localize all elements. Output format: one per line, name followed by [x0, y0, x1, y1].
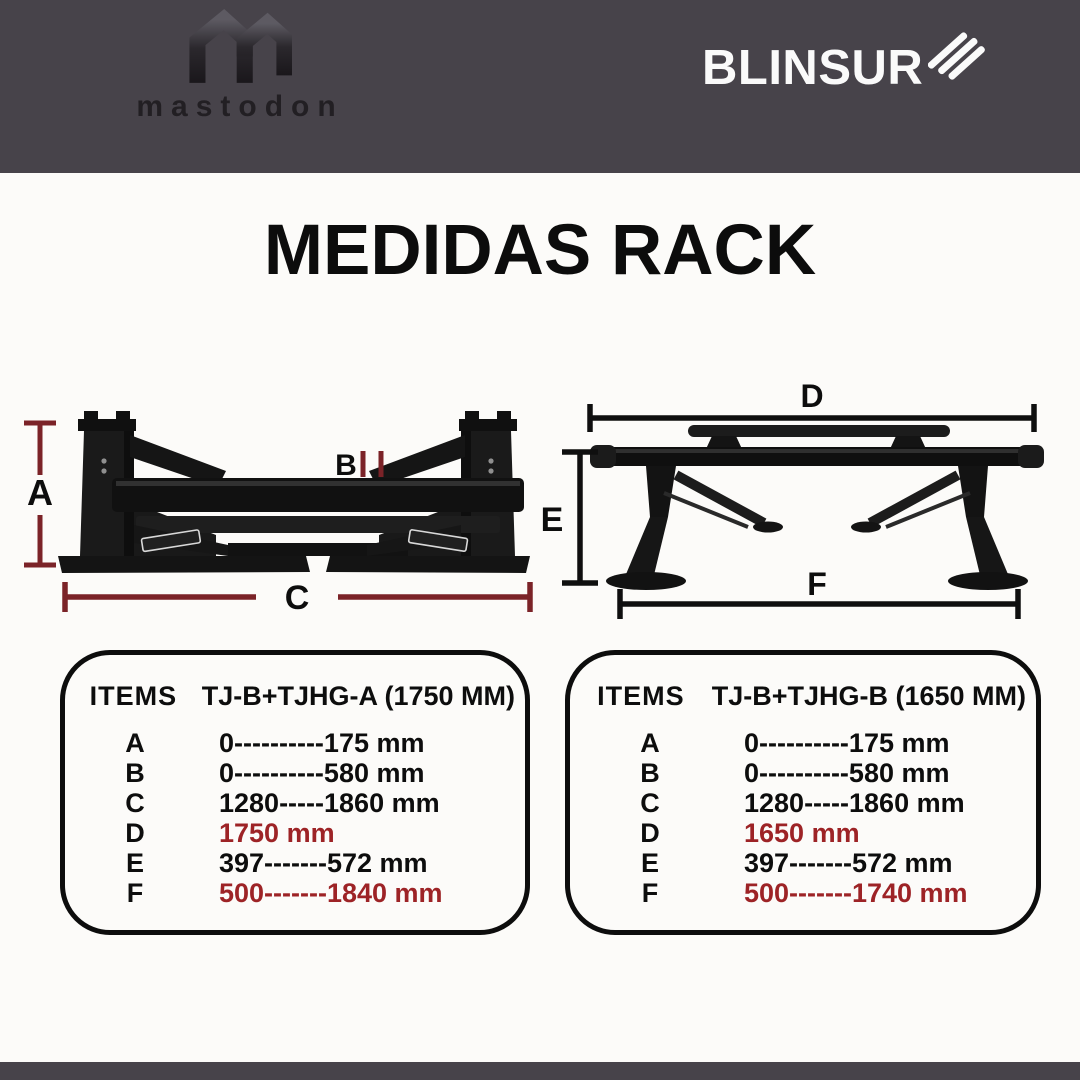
row-item: B: [125, 757, 145, 788]
table-row: [570, 848, 1036, 878]
table-row: [570, 818, 1036, 848]
footer-bar: [0, 1062, 1080, 1080]
row-value: 1280-----1860 mm: [219, 787, 440, 818]
dim-label-d: D: [800, 378, 824, 414]
row-value: 397-------572 mm: [744, 847, 953, 878]
row-item: F: [126, 877, 144, 908]
dim-label-a: A: [27, 472, 53, 513]
blinsur-brand: [702, 40, 1002, 104]
table-row: [65, 848, 525, 878]
table-row: [570, 788, 1036, 818]
dim-label-c: C: [284, 579, 310, 617]
model-header: TJ-B+TJHG-A (1750 MM): [201, 681, 515, 711]
row-value: 0----------175 mm: [744, 727, 950, 758]
items-header: ITEMS: [89, 681, 178, 711]
row-item: A: [640, 727, 660, 758]
spec-table-model-a: [60, 650, 530, 935]
row-value: 1750 mm: [219, 817, 335, 848]
row-item: C: [640, 787, 660, 818]
row-value: 0----------175 mm: [219, 727, 425, 758]
row-item: D: [125, 817, 145, 848]
row-item: E: [125, 847, 144, 878]
table-rows: [65, 728, 525, 908]
header-bar: [0, 0, 1080, 173]
table-row: [570, 758, 1036, 788]
row-item: B: [640, 757, 660, 788]
table-row: [65, 758, 525, 788]
spec-table-model-b: [565, 650, 1041, 935]
mastodon-m-icon: [188, 6, 292, 88]
rack-front-silhouette: [58, 411, 530, 573]
table-row: [570, 728, 1036, 758]
dim-label-b: B: [335, 449, 357, 482]
page-title: MEDIDAS RACK: [263, 211, 817, 290]
claw-marks-icon: [928, 30, 1002, 92]
row-value: 397-------572 mm: [219, 847, 428, 878]
row-value: 0----------580 mm: [219, 757, 425, 788]
row-item: F: [641, 877, 659, 908]
table-row: [570, 878, 1036, 908]
table-row: [65, 728, 525, 758]
mastodon-brand: [112, 6, 368, 124]
row-item: C: [125, 787, 145, 818]
blinsur-wordmark: BLINSUR: [702, 41, 924, 95]
row-item: E: [640, 847, 659, 878]
items-header: ITEMS: [597, 681, 685, 711]
rack-diagrams: [0, 375, 1080, 650]
row-item: D: [640, 817, 660, 848]
mastodon-wordmark: mastodon: [136, 90, 344, 123]
row-value: 1280-----1860 mm: [744, 787, 965, 818]
dimension-e: [562, 452, 598, 583]
row-item: A: [125, 727, 145, 758]
row-value: 500-------1740 mm: [744, 877, 968, 908]
row-value: 500-------1840 mm: [219, 877, 443, 908]
row-value: 0----------580 mm: [744, 757, 950, 788]
row-value: 1650 mm: [744, 817, 860, 848]
table-rows: [570, 728, 1036, 908]
table-header: [570, 681, 1036, 712]
model-header: TJ-B+TJHG-B (1650 MM): [711, 681, 1026, 711]
table-row: [65, 878, 525, 908]
dim-label-f: F: [807, 566, 827, 602]
dim-label-e: E: [540, 501, 564, 539]
table-header: [65, 681, 525, 712]
table-row: [65, 788, 525, 818]
table-row: [65, 818, 525, 848]
